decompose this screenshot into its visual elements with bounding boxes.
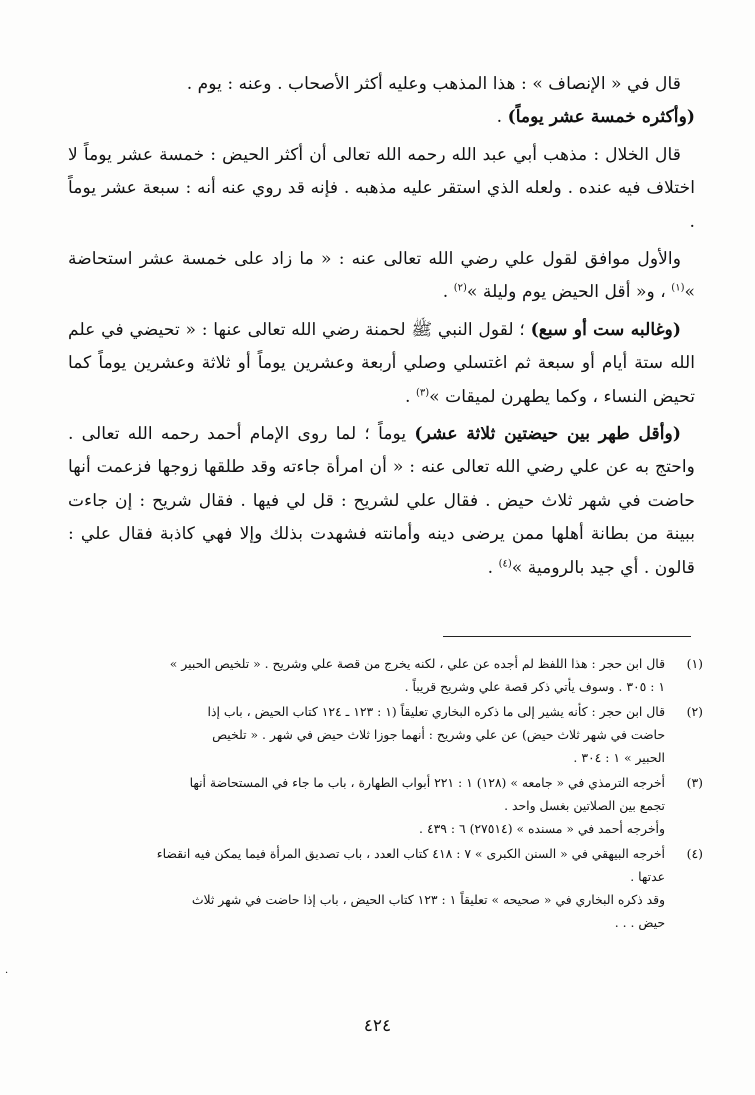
- text: ، و« أقل الحيض يوم وليلة »: [466, 282, 672, 303]
- text: والأول موافق لقول علي رضي الله تعالى عنه : « ما زاد على خمسة عشر استحاضة »: [68, 249, 695, 303]
- footnote-line: أخرجه البيهقي في « السنن الكبرى » ٧ : ٤١٨ كتاب العدد ، باب تصديق المرأة فيما يمكن فيه انقضاء: [156, 846, 665, 861]
- footnote-ref[interactable]: (١): [671, 282, 685, 294]
- text: قال الخلال : مذهب أبي عبد الله رحمه الله تعالى أن أكثر الحيض : خمسة عشر يوماً لا اختلاف فيه عنده . ولعله الذي استقر عليه مذهبه . فإنه قد روي عنه أنه : سبعة عشر يوماً .: [68, 144, 695, 232]
- footnote-separator: [443, 636, 691, 637]
- bold-phrase: (وغالبه ست أو سبع): [530, 319, 681, 340]
- text: قال في « الإنصاف » : هذا المذهب وعليه أكثر الأصحاب . وعنه : يوم .: [186, 74, 681, 94]
- footnote-line: وقد ذكره البخاري في « صحيحه » تعليقاً ١ : ١٢٣ كتاب الحيض ، باب إذا حاضت في شهر ثلاث: [191, 892, 665, 907]
- paragraph-5: [68, 418, 695, 585]
- text: يوماً ؛ لما روى الإمام أحمد رحمه الله تعالى . واحتج به عن علي رضي الله تعالى عنه : « أن امرأة جاءته وقد طلقها زوجها فزعمت أنها حاضت في شهر ثلاث حيض . فقال علي لشريح : قل لي فيها . فقال شريح : إن جاءت ببينة من بطانة أهلها ممن يرضى دينه وأمانته فشهدت بذلك وإلا فهي كاذبة فقال علي : قالون . أي جيد بالرومية »: [68, 424, 695, 578]
- text: .: [405, 386, 416, 407]
- footnote-3: [68, 771, 703, 840]
- footnote-number: (٤): [686, 846, 703, 861]
- scan-speck: ·: [5, 968, 9, 979]
- footnote-number: (٣): [686, 775, 703, 790]
- paragraph-1: [68, 68, 695, 135]
- text: ؛ لقول النبي ﷺ لحمنة رضي الله تعالى عنها : « تحيضي في علم الله ستة أيام أو سبعة ثم اغتسلي وصلي أربعة وعشرين يوماً أو ثلاثة وعشرين يوماً كما تحيض النساء ، وكما يطهرن لميقات »: [68, 319, 695, 407]
- footnotes: [68, 652, 703, 936]
- footnote-line: عدتها .: [630, 869, 665, 884]
- paragraph-4: [68, 314, 695, 414]
- footnote-line: وأخرجه أحمد في « مسنده » (٢٧٥١٤) ٦ : ٤٣٩ .: [419, 821, 665, 836]
- page-number: ٤٢٤: [363, 1016, 392, 1036]
- footnote-number: (١): [686, 656, 703, 671]
- paragraph-3: [68, 243, 695, 310]
- bold-phrase: (وأكثره خمسة عشر يوماً): [507, 107, 695, 128]
- footnote-line: حاضت في شهر ثلاث حيض) عن علي وشريح : أنهما جوزا ثلاث حيض في شهر . « تلخيص: [212, 727, 665, 742]
- footnote-line: أخرجه الترمذي في « جامعه » (١٢٨) ١ : ٢٢١ أبواب الطهارة ، باب ما جاء في المستحاضة أنها: [189, 775, 665, 790]
- footnote-ref[interactable]: (٢): [453, 282, 467, 294]
- main-text: [68, 68, 695, 589]
- footnote-1: [68, 652, 703, 698]
- footnote-4: [68, 842, 703, 934]
- bold-phrase: (وأقل طهر بين حيضتين ثلاثة عشر): [414, 424, 681, 445]
- footnote-line: قال ابن حجر : هذا اللفظ لم أجده عن علي ، لكنه يخرج من قصة علي وشريح . « تلخيص الحبير »: [169, 656, 665, 671]
- footnote-ref[interactable]: (٣): [415, 386, 430, 398]
- footnote-line: حيض . . .: [614, 915, 665, 930]
- text: .: [442, 282, 454, 303]
- footnote-ref[interactable]: (٤): [498, 557, 512, 569]
- footnote-line: تجمع بين الصلاتين بغسل واحد .: [504, 798, 665, 813]
- text: .: [487, 557, 499, 578]
- paragraph-2: [68, 139, 695, 239]
- footnote-number: (٢): [686, 704, 703, 719]
- footnote-2: [68, 700, 703, 769]
- footnote-line: ١ : ٣٠٥ . وسوف يأتي ذكر قصة علي وشريح قريباً .: [404, 679, 665, 694]
- footnote-line: الحبير » ١ : ٣٠٤ .: [573, 750, 665, 765]
- text: .: [496, 107, 508, 128]
- footnote-line: قال ابن حجر : كأنه يشير إلى ما ذكره البخاري تعليقاً (١ : ١٢٣ ـ ١٢٤ كتاب الحيض ، باب إذا: [207, 704, 665, 719]
